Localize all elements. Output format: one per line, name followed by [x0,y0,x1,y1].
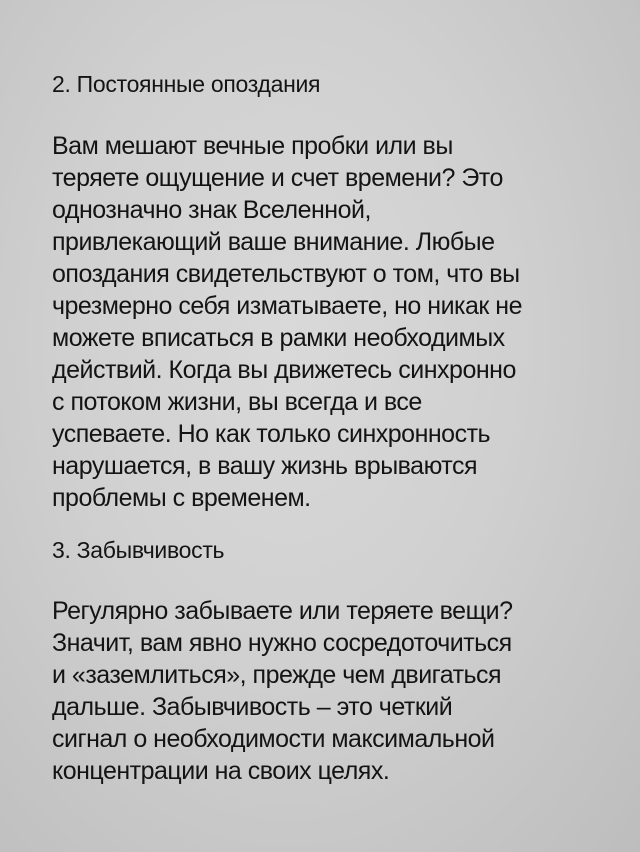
text-line: Значит, вам явно нужно сосредоточиться [52,629,512,657]
section-2-heading: 2. Постоянные опоздания [52,71,321,97]
text-line: однозначно знак Вселенной, [52,196,371,224]
text-line: и «заземлиться», прежде чем двигаться [52,661,502,689]
text-line: Вам мешают вечные пробки или вы [52,132,453,160]
text-line: с потоком жизни, вы всегда и все [52,388,422,416]
text-line: дальше. Забывчивость – это четкий [52,693,453,721]
text-line: опоздания свидетельствуют о том, что вы [52,260,520,288]
text-line: можете вписаться в рамки необходимых [52,324,505,352]
text-line: привлекающий ваше внимание. Любые [52,228,495,256]
text-line: сигнал о необходимости максимальной [52,725,495,753]
text-line: Регулярно забываете или теряете вещи? [52,597,513,625]
text-line: действий. Когда вы движетесь синхронно [52,356,516,384]
text-line: чрезмерно себя изматываете, но никак не [52,292,523,320]
text-line: нарушается, в вашу жизнь врываются [52,452,477,480]
section-3-heading: 3. Забывчивость [52,537,225,563]
text-line: проблемы с временем. [52,484,311,512]
section-2-paragraph [52,130,592,514]
text-line: успеваете. Но как только синхронность [52,420,491,448]
text-line: концентрации на своих целях. [52,757,390,785]
section-3-paragraph [52,595,592,787]
text-line: теряете ощущение и счет времени? Это [52,164,503,192]
